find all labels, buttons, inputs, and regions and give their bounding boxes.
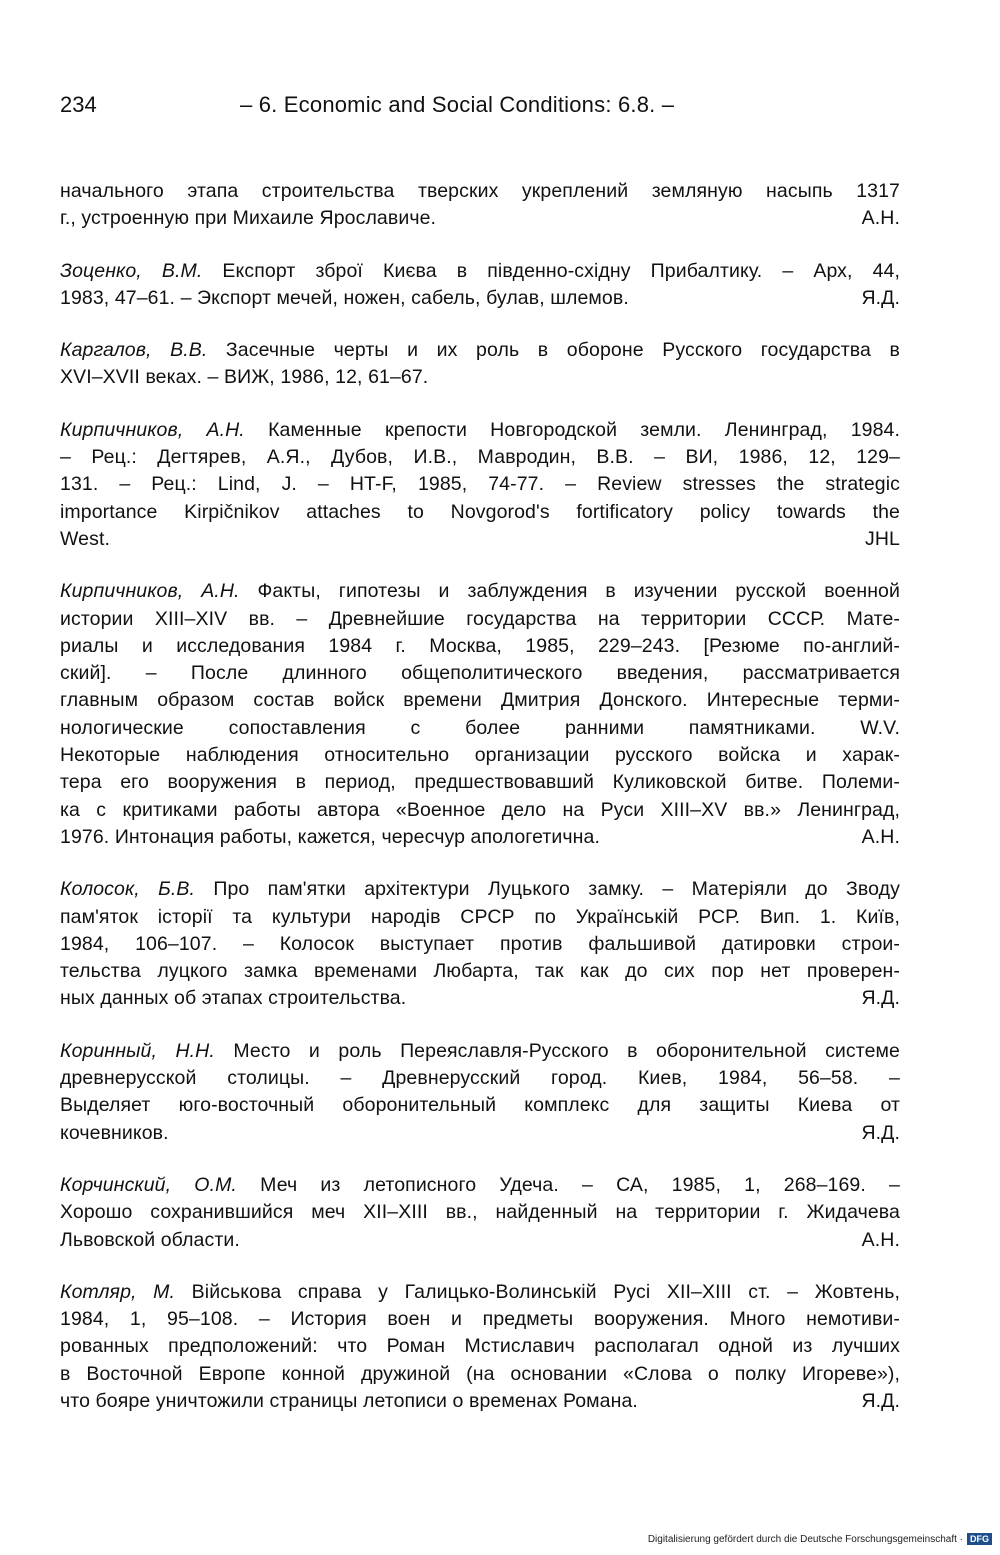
- bibliography-entry: [60, 1172, 900, 1254]
- entry-line: [60, 417, 900, 444]
- entry-line: [60, 606, 900, 633]
- entry-line: [60, 742, 900, 769]
- entry-line: [60, 797, 900, 824]
- entry-text: тера его вооружения в период, предшествовавший Куликовской битве. Полеми-: [60, 771, 900, 794]
- entry-reviewer: А.Н.: [861, 825, 900, 848]
- entry-text: ных данных об этапах строительства.: [60, 987, 407, 1010]
- entry-text: Хорошо сохранившийся меч XII–XIII вв., найденный на территории г. Жидачева: [60, 1201, 900, 1224]
- entry-line: [60, 660, 900, 687]
- entry-line: [60, 1120, 900, 1147]
- entry-text: 1976. Интонация работы, кажется, чересчур апологетична.: [60, 825, 601, 848]
- entry-text: 1984, 106–107. – Колосок выступает против фальшивой датировки строи-: [60, 932, 900, 955]
- footer: [648, 1533, 992, 1545]
- entry-reviewer: А.Н.: [861, 1228, 900, 1251]
- entry-text: кочевников.: [60, 1121, 169, 1144]
- entry-text: XVI–XVII веках. – ВИЖ, 1986, 12, 61–67.: [60, 366, 429, 389]
- entry-text: 1983, 47–61. – Экспорт мечей, ножен, сабель, булав, шлемов.: [60, 286, 629, 309]
- entry-text: Про пам'ятки архітектури Луцького замку. – Матеріяли до Зводу: [195, 878, 900, 901]
- entry-text: Выделяет юго-восточный оборонительный комплекс для защиты Киева от: [60, 1094, 900, 1117]
- entry-line: [60, 904, 900, 931]
- entry-line: [60, 1361, 900, 1388]
- footer-credit: Digitalisierung gefördert durch die Deutsche Forschungsgemeinschaft ·: [647, 1533, 963, 1545]
- entry-line: [60, 1388, 900, 1415]
- entry-text: г., устроенную при Михаиле Ярославиче.: [60, 207, 437, 230]
- entry-text: что бояре уничтожили страницы летописи о временах Романа.: [60, 1389, 638, 1412]
- book-page: [60, 92, 900, 1415]
- entry-text: ка с критиками работы автора «Военное дело на Руси XIII–XV вв.» Ленинград,: [60, 798, 900, 821]
- entry-text: Експорт зброї Києва в південно-східну Прибалтику. – Арх, 44,: [202, 259, 901, 282]
- entry-line: [60, 715, 900, 742]
- entry-text: пам'яток історії та культури народів СРСР по Українській РСР. Вип. 1. Київ,: [60, 905, 900, 928]
- page-number: 234: [60, 92, 97, 117]
- bibliography-entry: [60, 258, 900, 313]
- entry-text: Некоторые наблюдения относительно организации русского войска и харак-: [60, 744, 900, 767]
- entry-line: [60, 1092, 900, 1119]
- entry-text: древнерусской столицы. – Древнерусский город. Киев, 1984, 56–58. –: [60, 1067, 900, 1090]
- bibliography-entries: [60, 178, 900, 1415]
- entry-line: [60, 205, 900, 232]
- entry-line: [60, 633, 900, 660]
- bibliography-entry: [60, 876, 900, 1012]
- entry-reviewer: Я.Д.: [861, 286, 900, 309]
- bibliography-entry: [60, 1279, 900, 1415]
- entry-author: Кирпичников, А.Н.: [60, 418, 245, 441]
- entry-line: [60, 1199, 900, 1226]
- entry-text: Засечные черты и их роль в обороне Русского государства в: [207, 339, 900, 362]
- entry-line: [60, 337, 900, 364]
- entry-author: Кирпичников, А.Н.: [60, 580, 240, 603]
- entry-line: [60, 687, 900, 714]
- entry-author: Котляр, М.: [60, 1280, 176, 1303]
- entry-author: Коринный, Н.Н.: [60, 1039, 215, 1062]
- bibliography-entry: [60, 337, 900, 392]
- entry-line: [60, 444, 900, 471]
- entry-author: Зоценко, В.М.: [60, 259, 203, 282]
- entry-reviewer: Я.Д.: [861, 1389, 900, 1412]
- entry-line: [60, 1279, 900, 1306]
- entry-line: [60, 499, 900, 526]
- entry-line: [60, 1227, 900, 1254]
- entry-line: [60, 364, 900, 391]
- entry-line: [60, 258, 900, 285]
- entry-text: истории XIII–XIV вв. – Древнейшие государства на территории СССР. Мате-: [60, 607, 900, 630]
- entry-text: importance Kirpičnikov attaches to Novgorod's fortificatory policy towards the: [60, 500, 900, 523]
- entry-text: Львовской области.: [60, 1228, 240, 1251]
- entry-reviewer: JHL: [865, 527, 900, 550]
- entry-text: ский]. – После длинного общеполитического введения, рассматривается: [60, 662, 900, 685]
- entry-line: [60, 1333, 900, 1360]
- page-header: [60, 92, 900, 122]
- entry-text: главным образом состав войск времени Дмитрия Донского. Интересные терми-: [60, 689, 900, 712]
- entry-reviewer: Я.Д.: [861, 1121, 900, 1144]
- entry-text: Військова справа у Галицько-Волинській Русі XII–XIII ст. – Жовтень,: [175, 1280, 900, 1303]
- entry-line: [60, 178, 900, 205]
- entry-text: Меч из летописного Удеча. – СА, 1985, 1, 268–169. –: [236, 1173, 901, 1196]
- entry-line: [60, 876, 900, 903]
- entry-text: риалы и исследования 1984 г. Москва, 1985, 229–243. [Резюме по-англий-: [60, 634, 900, 657]
- entry-text: – Рец.: Дегтярев, А.Я., Дубов, И.В., Мавродин, В.В. – ВИ, 1986, 12, 129–: [60, 446, 900, 469]
- entry-text: 131. – Рец.: Lind, J. – HT-F, 1985, 74-77. – Review stresses the strategic: [60, 473, 900, 496]
- entry-text: в Восточной Европе конной дружиной (на основании «Слова о полку Игореве»),: [60, 1362, 900, 1385]
- entry-reviewer: А.Н.: [861, 207, 900, 230]
- entry-reviewer: Я.Д.: [861, 987, 900, 1010]
- entry-text: Место и роль Переяславля-Русского в оборонительной системе: [214, 1039, 900, 1062]
- entry-line: [60, 1065, 900, 1092]
- entry-line: [60, 1038, 900, 1065]
- entry-author: Корчинский, О.М.: [60, 1173, 237, 1196]
- entry-line: [60, 1172, 900, 1199]
- entry-author: Каргалов, В.В.: [60, 339, 208, 362]
- bibliography-entry: [60, 417, 900, 553]
- entry-text: рованных предположений: что Роман Мстиславич располагал одной из лучших: [60, 1335, 900, 1358]
- entry-line: [60, 931, 900, 958]
- bibliography-entry: [60, 1038, 900, 1147]
- entry-text: нологические сопоставления с более ранними памятниками. W.V.: [60, 716, 900, 739]
- running-head: – 6. Economic and Social Conditions: 6.8. –: [240, 92, 675, 117]
- bibliography-entry: [60, 178, 900, 233]
- entry-text: Каменные крепости Новгородской земли. Ленинград, 1984.: [244, 418, 900, 441]
- entry-text: West.: [60, 527, 110, 550]
- entry-line: [60, 526, 900, 553]
- entry-text: тельства луцкого замка временами Любарта, так как до сих пор нет проверен-: [60, 960, 900, 983]
- entry-author: Колосок, Б.В.: [60, 878, 196, 901]
- bibliography-entry: [60, 578, 900, 851]
- entry-line: [60, 1306, 900, 1333]
- entry-line: [60, 985, 900, 1012]
- entry-line: [60, 578, 900, 605]
- entry-line: [60, 824, 900, 851]
- entry-text: Факты, гипотезы и заблуждения в изучении русской военной: [239, 580, 900, 603]
- entry-text: 1984, 1, 95–108. – История воен и предметы вооружения. Много немотиви-: [60, 1308, 900, 1331]
- entry-line: [60, 471, 900, 498]
- entry-line: [60, 285, 900, 312]
- entry-text: начального этапа строительства тверских укреплений земляную насыпь 1317: [60, 180, 900, 202]
- dfg-logo: DFG: [967, 1533, 992, 1545]
- entry-line: [60, 958, 900, 985]
- entry-line: [60, 769, 900, 796]
